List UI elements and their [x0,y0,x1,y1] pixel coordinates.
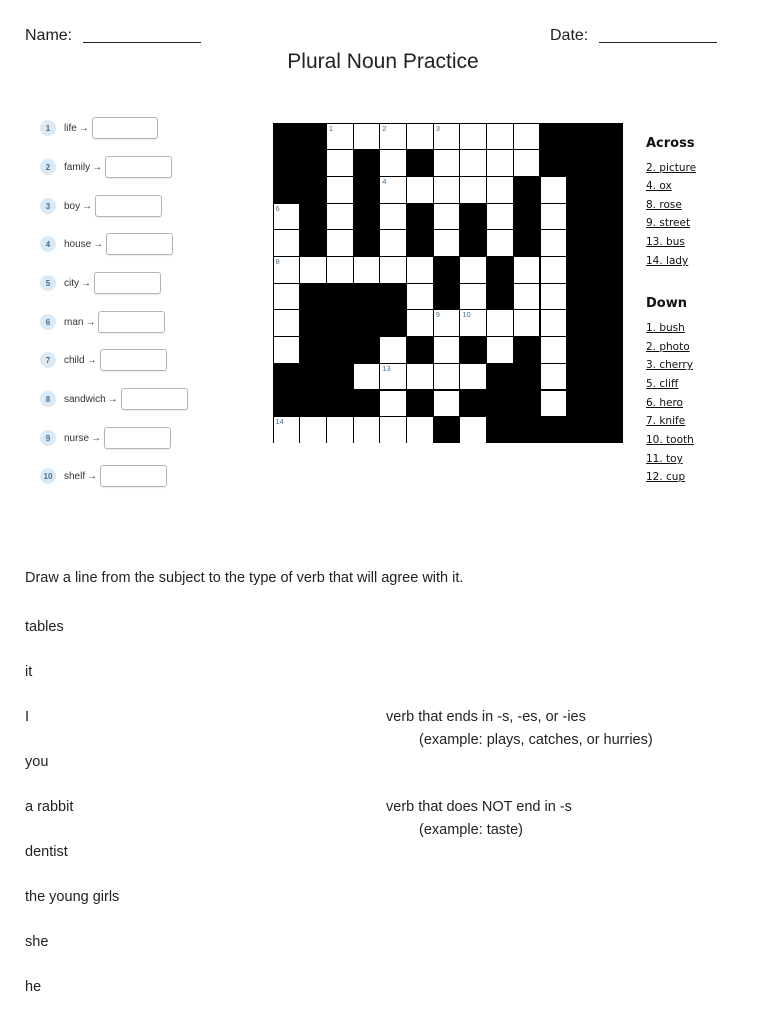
crossword-cell[interactable] [487,177,513,203]
plural-answer-box[interactable] [98,311,165,333]
name-blank-line[interactable] [83,42,201,43]
across-clue: 2. picture [646,162,697,174]
down-clue: 2. photo [646,341,690,353]
plural-answer-box[interactable] [106,233,173,255]
down-heading: Down [646,296,687,311]
crossword-cell[interactable] [274,284,300,310]
arrow-right-icon: → [85,316,96,328]
down-clue: 10. tooth [646,434,694,446]
crossword-cell[interactable] [434,391,460,417]
crossword-cell[interactable] [380,230,406,256]
crossword-cell[interactable] [274,204,300,230]
singular-word: sandwich [64,393,106,405]
plural-answer-box[interactable] [94,272,161,294]
crossword-clue-number: 9 [435,310,440,320]
crossword-cell[interactable] [274,257,300,283]
crossword-cell[interactable] [434,230,460,256]
across-clue: 4. ox [646,180,672,192]
crossword-grid [273,123,623,443]
crossword-cell[interactable] [460,417,486,443]
crossword-cell[interactable] [541,364,567,390]
crossword-cell[interactable] [380,391,406,417]
item-number-badge: 6 [40,314,56,330]
item-number-badge: 9 [40,430,56,446]
singular-word: family [64,161,91,173]
crossword-cell[interactable] [434,364,460,390]
crossword-cell[interactable] [327,204,353,230]
crossword-cell[interactable] [354,417,380,443]
plural-answer-box[interactable] [104,427,171,449]
item-number-badge: 1 [40,120,56,136]
item-number-badge: 10 [40,468,56,484]
singular-word: shelf [64,470,86,482]
crossword-clue-number: 2 [382,123,387,133]
crossword-cell[interactable] [300,417,326,443]
crossword-cell[interactable] [514,257,540,283]
across-clue: 9. street [646,217,691,229]
crossword-cell[interactable] [541,257,567,283]
down-clue: 5. cliff [646,378,679,390]
subject-item[interactable]: dentist [25,844,68,860]
crossword-cell[interactable] [541,391,567,417]
crossword-cell[interactable] [380,150,406,176]
list-item [40,232,173,256]
subject-item[interactable]: you [25,754,49,770]
across-heading: Across [646,136,695,151]
crossword-cell[interactable] [380,417,406,443]
arrow-right-icon: → [87,470,98,482]
item-number-badge: 8 [40,391,56,407]
crossword-cell[interactable] [380,124,406,150]
crossword-cell[interactable] [487,230,513,256]
crossword-cell[interactable] [460,284,486,310]
crossword-cell[interactable] [327,177,353,203]
arrow-right-icon: → [81,277,91,289]
crossword-cell[interactable] [407,417,433,443]
crossword-cell[interactable] [434,124,460,150]
crossword-cell[interactable] [300,257,326,283]
crossword-cell[interactable] [514,124,540,150]
crossword-cell[interactable] [541,284,567,310]
crossword-cell[interactable] [327,124,353,150]
item-number-badge: 4 [40,236,56,252]
subject-item[interactable]: she [25,934,49,950]
subject-item[interactable]: a rabbit [25,799,74,815]
crossword-cell[interactable] [407,284,433,310]
crossword-cell[interactable] [434,204,460,230]
crossword-cell[interactable] [380,177,406,203]
plural-answer-box[interactable] [100,465,167,487]
crossword-cell[interactable] [380,257,406,283]
arrow-right-icon: → [107,393,118,405]
arrow-right-icon: → [82,200,93,212]
crossword-cell[interactable] [541,204,567,230]
down-clue: 11. toy [646,453,683,465]
plural-answer-box[interactable] [92,117,158,139]
plural-answer-box[interactable] [100,349,167,371]
crossword-cell[interactable] [487,310,513,336]
subject-item[interactable]: he [25,979,42,995]
name-label: Name: [25,27,73,44]
across-clue: 8. rose [646,199,682,211]
across-clue: 13. bus [646,236,685,248]
crossword-cell[interactable] [487,124,513,150]
list-item [40,464,167,488]
crossword-cell[interactable] [380,364,406,390]
list-item [40,310,165,334]
crossword-cell[interactable] [460,310,486,336]
crossword-clue-number: 10 [462,310,471,320]
crossword-cell[interactable] [327,417,353,443]
list-item [40,194,162,218]
singular-word: city [64,277,79,289]
crossword-cell[interactable] [407,124,433,150]
arrow-right-icon: → [92,161,103,173]
crossword-cell[interactable] [541,310,567,336]
list-item [40,155,172,179]
plural-answer-box[interactable] [95,195,162,217]
item-number-badge: 5 [40,275,56,291]
crossword-cell[interactable] [327,230,353,256]
crossword-cell[interactable] [460,150,486,176]
crossword-cell[interactable] [514,284,540,310]
crossword-clue-number: 8 [275,257,280,266]
crossword-cell[interactable] [327,150,353,176]
singular-word: house [64,238,92,250]
crossword-cell[interactable] [354,257,380,283]
down-clue: 12. cup [646,471,686,483]
verb-type-s-ending[interactable]: verb that ends in -s, -es, or -ies [386,709,586,725]
crossword-cell[interactable] [327,257,353,283]
crossword-cell[interactable] [460,257,486,283]
subject-item[interactable]: tables [25,619,64,635]
page-title: Plural Noun Practice [287,50,479,73]
subject-item[interactable]: I [25,709,30,725]
matching-instruction: Draw a line from the subject to the type of verb that will agree with it. [25,570,464,586]
crossword-cell[interactable] [407,310,433,336]
list-item [40,348,167,372]
crossword-cell[interactable] [380,204,406,230]
crossword-clue-number: 4 [382,176,387,186]
verb-type-example: (example: taste) [419,822,523,838]
crossword-cell[interactable] [380,337,406,363]
verb-type-no-s[interactable]: verb that does NOT end in -s [386,799,572,815]
subject-item[interactable]: the young girls [25,889,120,905]
crossword-cell[interactable] [434,337,460,363]
singular-word: child [64,354,85,366]
down-clue: 7. knife [646,415,686,427]
crossword-cell[interactable] [434,177,460,203]
crossword-cell[interactable] [487,150,513,176]
crossword-cell[interactable] [541,230,567,256]
list-item [40,387,188,411]
crossword-cell[interactable] [274,230,300,256]
crossword-cell[interactable] [460,177,486,203]
list-item [40,426,171,450]
crossword-clue-number: 1 [328,123,334,133]
item-number-badge: 7 [40,352,56,368]
crossword-cell[interactable] [354,364,380,390]
plural-answer-box[interactable] [121,388,188,410]
crossword-cell[interactable] [487,204,513,230]
crossword-clue-number: 3 [435,123,440,133]
arrow-right-icon: → [78,122,89,134]
item-number-badge: 3 [40,198,56,214]
item-number-badge: 2 [40,159,56,175]
date-label: Date: [550,27,589,44]
singular-word: nurse [64,432,90,444]
singular-word: boy [64,200,81,212]
crossword-cell[interactable] [487,337,513,363]
crossword-cell[interactable] [274,417,300,443]
crossword-cell[interactable] [460,364,486,390]
plural-answer-box[interactable] [105,156,172,178]
arrow-right-icon: → [91,432,102,444]
crossword-cell[interactable] [407,364,433,390]
down-clue: 3. cherry [646,359,693,371]
crossword-cell[interactable] [407,257,433,283]
crossword-cell[interactable] [541,177,567,203]
crossword-clue-number: 6 [275,203,280,213]
crossword-cell[interactable] [354,124,380,150]
crossword-cell[interactable] [514,310,540,336]
singular-word: life [64,122,77,134]
crossword-cell[interactable] [434,150,460,176]
crossword-cell[interactable] [407,177,433,203]
arrow-right-icon: → [93,238,104,250]
verb-type-example: (example: plays, catches, or hurries) [419,732,653,748]
crossword-cell[interactable] [274,310,300,336]
crossword-cell[interactable] [541,337,567,363]
list-item [40,116,158,140]
date-blank-line[interactable] [599,42,717,43]
crossword-cell[interactable] [434,310,460,336]
crossword-clue-number: 14 [275,417,284,427]
down-clue: 1. bush [646,322,685,334]
list-item [40,271,161,295]
down-clue: 6. hero [646,397,683,409]
across-clue: 14. lady [646,255,689,267]
singular-word: man [64,316,84,328]
crossword-cell[interactable] [460,124,486,150]
crossword-cell[interactable] [514,150,540,176]
crossword-clue-number: 13 [382,363,391,373]
subject-item[interactable]: it [25,664,33,680]
crossword-cell[interactable] [274,337,300,363]
arrow-right-icon: → [86,354,97,366]
